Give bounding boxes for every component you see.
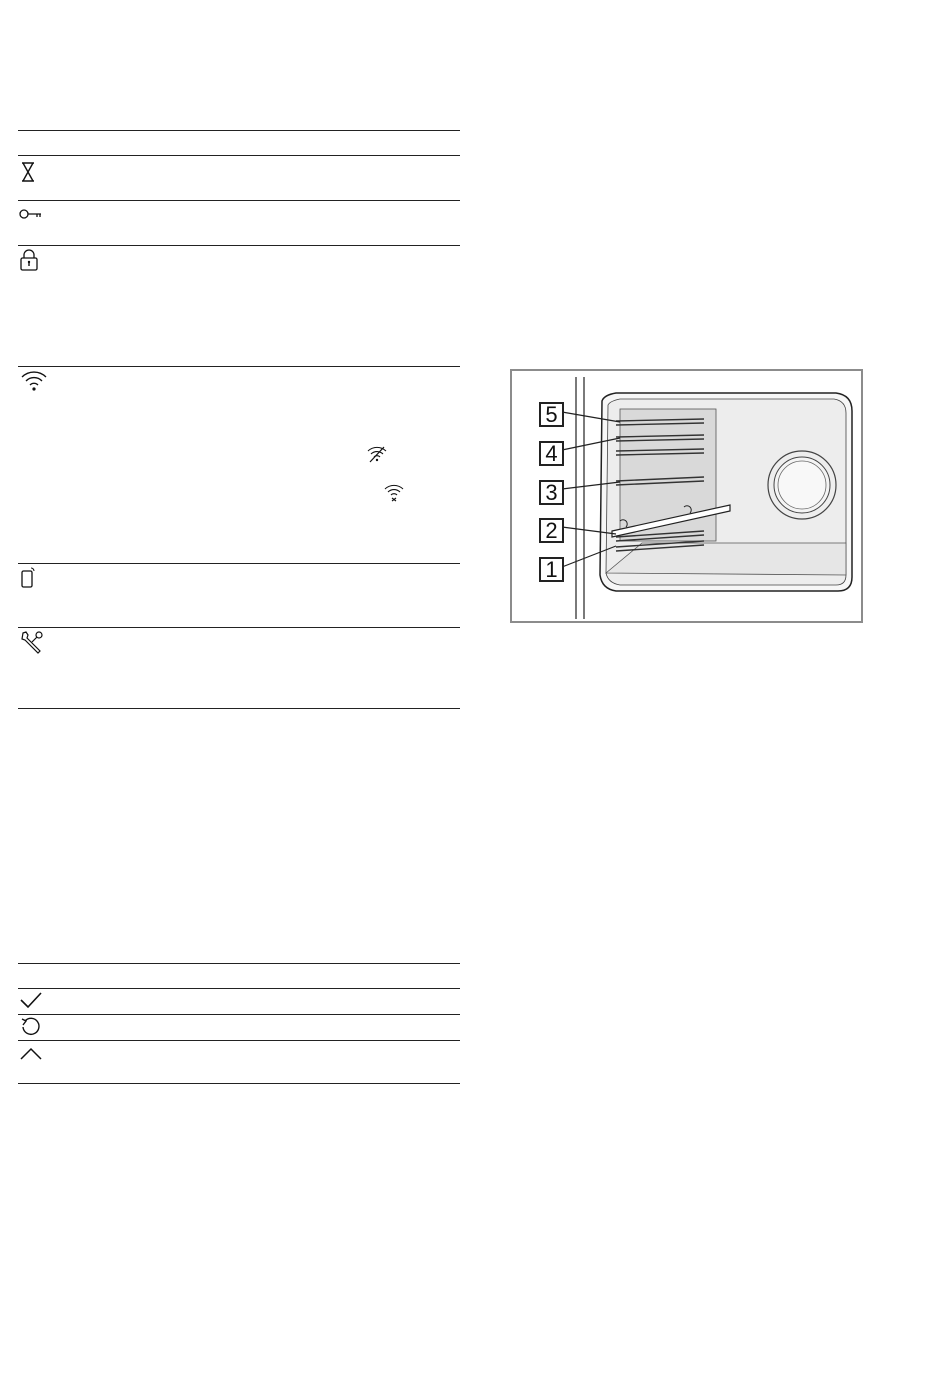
hourglass-icon <box>20 162 36 182</box>
wrench-icon <box>20 630 44 654</box>
table-rule <box>18 1040 460 1041</box>
wifi-connecting-icon <box>383 482 405 507</box>
table-rule <box>18 130 460 131</box>
shelf-level-4-label: 4 <box>539 441 564 466</box>
table-rule <box>18 708 460 709</box>
wifi-off-icon <box>366 444 388 469</box>
table-rule <box>18 1014 460 1015</box>
reset-arrow-icon <box>20 1016 42 1038</box>
chevron-up-icon <box>19 1047 43 1061</box>
phone-icon <box>20 567 36 589</box>
table-rule <box>18 245 460 246</box>
table-rule <box>18 155 460 156</box>
table-rule <box>18 627 460 628</box>
shelf-level-1-label: 1 <box>539 557 564 582</box>
table-rule <box>18 366 460 367</box>
oven-illustration <box>512 371 861 621</box>
shelf-level-2-label: 2 <box>539 518 564 543</box>
table-rule <box>18 200 460 201</box>
table-rule <box>18 963 460 964</box>
wifi-icon <box>20 369 48 391</box>
table-rule <box>18 988 460 989</box>
key-icon <box>19 207 43 221</box>
checkmark-icon <box>19 991 43 1009</box>
oven-shelf-levels-figure <box>510 369 863 623</box>
table-rule <box>18 1083 460 1084</box>
shelf-level-5-label: 5 <box>539 402 564 427</box>
padlock-icon <box>19 249 39 271</box>
table-rule <box>18 563 460 564</box>
shelf-level-3-label: 3 <box>539 480 564 505</box>
